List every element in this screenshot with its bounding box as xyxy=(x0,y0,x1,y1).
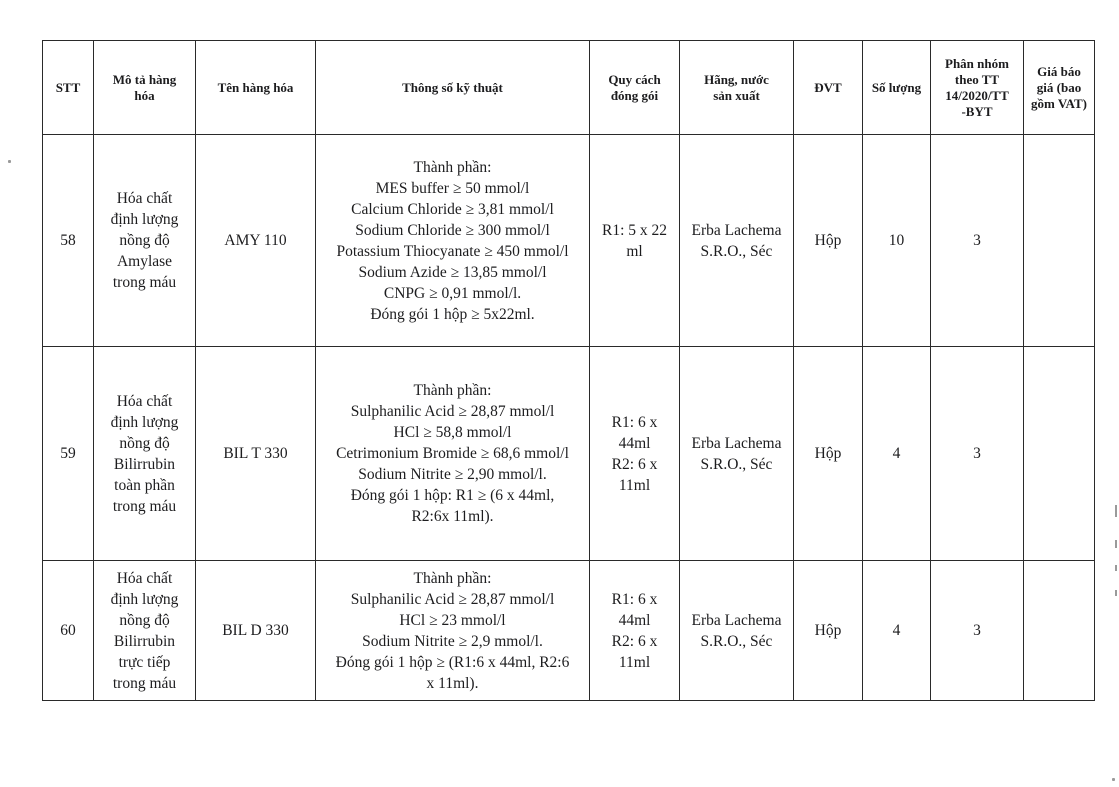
quy-cach-line: R2: 6 x xyxy=(611,632,658,650)
header-mo-ta-line: Mô tả hàng xyxy=(112,71,177,87)
spec-line: Sodium Nitrite ≥ 2,90 mmol/l. xyxy=(358,466,547,483)
mo-ta-line: định lượng xyxy=(110,211,179,228)
header-stt: STT xyxy=(43,41,94,135)
quy-cach-line: 11ml xyxy=(618,476,651,494)
scan-dot xyxy=(8,160,11,163)
table-row xyxy=(43,135,1095,347)
spec-line: Sodium Nitrite ≥ 2,9 mmol/l. xyxy=(362,632,543,650)
mo-ta-line: trong máu xyxy=(112,497,177,515)
mo-ta-line: nồng độ xyxy=(119,434,170,452)
header-gia xyxy=(1024,41,1095,135)
mo-ta-line: nồng độ xyxy=(119,232,170,249)
cell-ten-hang: AMY 110 xyxy=(196,135,316,347)
mo-ta-line: định lượng xyxy=(110,590,179,608)
header-so-luong: Số lượng xyxy=(863,41,931,135)
cell-stt: 59 xyxy=(43,347,94,561)
spec-line: Cetrimonium Bromide ≥ 68,6 mmol/l xyxy=(336,445,569,462)
cell-hang xyxy=(680,135,794,347)
header-phan-nhom-line: -BYT xyxy=(961,103,993,119)
spec-line: Đóng gói 1 hộp ≥ 5x22ml. xyxy=(370,305,535,323)
quy-cach-line: 44ml xyxy=(618,434,651,452)
cell-gia xyxy=(1024,135,1095,347)
cell-hang xyxy=(680,561,794,701)
header-gia-line: Giá báo xyxy=(1037,63,1081,79)
cell-phan-nhom: 3 xyxy=(931,135,1024,347)
hang-line: S.R.O., Séc xyxy=(700,632,773,650)
mo-ta-line: Hóa chất xyxy=(116,569,173,587)
cell-ten-hang: BIL T 330 xyxy=(196,347,316,561)
cell-dvt: Hộp xyxy=(794,347,863,561)
header-row xyxy=(43,41,1095,135)
cell-hang xyxy=(680,347,794,561)
mo-ta-line: định lượng xyxy=(110,413,179,431)
cell-phan-nhom: 3 xyxy=(931,347,1024,561)
header-dvt: ĐVT xyxy=(794,41,863,135)
scan-mark xyxy=(1115,565,1117,571)
scan-mark xyxy=(1115,540,1117,548)
mo-ta-line: nồng độ xyxy=(119,611,170,629)
header-gia-line: gồm VAT) xyxy=(1031,95,1087,111)
table-row xyxy=(43,347,1095,561)
header-phan-nhom-line: 14/2020/TT xyxy=(945,87,1009,103)
product-spec-table xyxy=(42,40,1095,701)
hang-line: Erba Lachema xyxy=(691,221,782,239)
spec-line: HCl ≥ 23 mmol/l xyxy=(399,611,506,629)
cell-ten-hang: BIL D 330 xyxy=(196,561,316,701)
mo-ta-line: Amylase xyxy=(116,253,173,270)
mo-ta-line: Hóa chất xyxy=(116,392,173,410)
cell-gia xyxy=(1024,347,1095,561)
hang-line: S.R.O., Séc xyxy=(700,242,773,260)
spec-line: Thành phần: xyxy=(413,382,492,399)
header-quy-cach-line: Quy cách xyxy=(608,71,661,87)
cell-stt: 60 xyxy=(43,561,94,701)
cell-thong-so xyxy=(316,347,590,561)
spec-line: Thành phần: xyxy=(413,569,492,587)
mo-ta-line: Bilirrubin xyxy=(113,455,176,473)
header-hang-line: Hãng, nước xyxy=(704,71,769,87)
cell-dvt: Hộp xyxy=(794,135,863,347)
cell-mo-ta xyxy=(94,347,196,561)
mo-ta-line: Hóa chất xyxy=(116,190,173,207)
quy-cach-line: R1: 5 x 22 xyxy=(601,221,668,239)
hang-line: Erba Lachema xyxy=(691,434,782,452)
header-phan-nhom-line: Phân nhóm xyxy=(945,55,1009,71)
scan-mark xyxy=(1115,505,1117,517)
cell-mo-ta xyxy=(94,561,196,701)
spec-line: Potassium Thiocyanate ≥ 450 mmol/l xyxy=(336,242,569,260)
header-quy-cach xyxy=(590,41,680,135)
spec-line: Đóng gói 1 hộp: R1 ≥ (6 x 44ml, xyxy=(350,487,555,504)
scan-dot xyxy=(1112,778,1115,781)
hang-line: Erba Lachema xyxy=(691,611,782,629)
spec-line: Thành phần: xyxy=(413,158,492,176)
header-mo-ta xyxy=(94,41,196,135)
cell-so-luong: 4 xyxy=(863,561,931,701)
cell-phan-nhom: 3 xyxy=(931,561,1024,701)
spec-line: Calcium Chloride ≥ 3,81 mmol/l xyxy=(351,200,554,218)
cell-so-luong: 10 xyxy=(863,135,931,347)
mo-ta-line: toàn phần xyxy=(114,476,175,494)
header-ten-hang: Tên hàng hóa xyxy=(196,41,316,135)
header-mo-ta-line: hóa xyxy=(134,87,155,103)
spec-line: Đóng gói 1 hộp ≥ (R1:6 x 44ml, R2:6 xyxy=(335,653,570,671)
spec-line: R2:6x 11ml). xyxy=(411,508,494,525)
spec-line: Sodium Chloride ≥ 300 mmol/l xyxy=(355,221,550,239)
spec-line: CNPG ≥ 0,91 mmol/l. xyxy=(383,284,522,302)
header-thong-so: Thông số kỹ thuật xyxy=(316,41,590,135)
table-row xyxy=(43,561,1095,701)
header-phan-nhom xyxy=(931,41,1024,135)
spec-line: Sodium Azide ≥ 13,85 mmol/l xyxy=(358,263,547,281)
spec-line: x 11ml). xyxy=(426,674,479,692)
quy-cach-line: R1: 6 x xyxy=(611,413,658,431)
spec-line: Sulphanilic Acid ≥ 28,87 mmol/l xyxy=(350,590,555,608)
header-hang xyxy=(680,41,794,135)
header-hang-line: sản xuất xyxy=(713,87,760,103)
quy-cach-line: ml xyxy=(626,242,643,260)
spec-line: MES buffer ≥ 50 mmol/l xyxy=(375,179,530,197)
quy-cach-line: 44ml xyxy=(618,611,651,629)
mo-ta-line: trong máu xyxy=(112,674,177,692)
mo-ta-line: Bilirrubin xyxy=(113,632,176,650)
cell-gia xyxy=(1024,561,1095,701)
header-quy-cach-line: đóng gói xyxy=(610,87,659,103)
quy-cach-line: R2: 6 x xyxy=(611,455,658,473)
cell-quy-cach xyxy=(590,135,680,347)
quy-cach-line: 11ml xyxy=(618,653,651,671)
header-gia-line: giá (bao xyxy=(1036,79,1082,95)
cell-mo-ta xyxy=(94,135,196,347)
scan-mark xyxy=(1115,590,1117,596)
cell-quy-cach xyxy=(590,561,680,701)
spec-line: HCl ≥ 58,8 mmol/l xyxy=(393,424,512,441)
mo-ta-line: trong máu xyxy=(112,274,177,291)
cell-quy-cach xyxy=(590,347,680,561)
cell-so-luong: 4 xyxy=(863,347,931,561)
cell-stt: 58 xyxy=(43,135,94,347)
spec-line: Sulphanilic Acid ≥ 28,87 mmol/l xyxy=(350,403,555,420)
cell-thong-so xyxy=(316,135,590,347)
hang-line: S.R.O., Séc xyxy=(700,455,773,473)
header-phan-nhom-line: theo TT xyxy=(954,71,1000,87)
mo-ta-line: trực tiếp xyxy=(118,653,171,671)
cell-thong-so xyxy=(316,561,590,701)
quy-cach-line: R1: 6 x xyxy=(611,590,658,608)
cell-dvt: Hộp xyxy=(794,561,863,701)
